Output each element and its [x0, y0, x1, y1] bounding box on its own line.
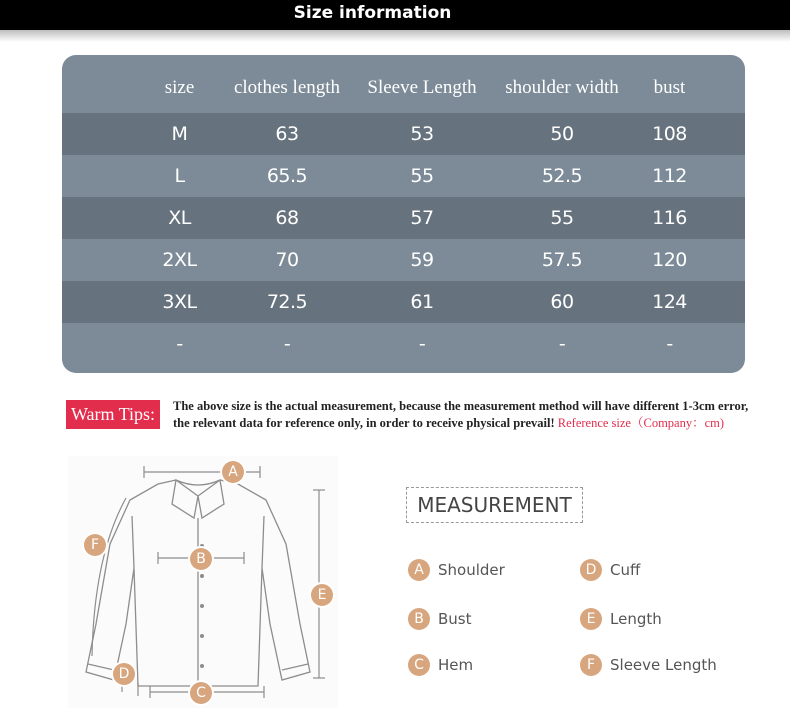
column-header-clothes-length: clothes length — [233, 77, 341, 98]
legend-label-cuff: Cuff — [610, 561, 641, 579]
diagram-badge-f: F — [84, 534, 106, 556]
clothes-length-cell: 63 — [275, 123, 299, 145]
size-cell: 3XL — [162, 291, 197, 313]
size-table — [62, 55, 745, 373]
header-shadow — [0, 30, 790, 42]
diagram-badge-e: E — [311, 584, 333, 606]
column-header-size: size — [164, 77, 195, 98]
page-title: Size information — [293, 3, 452, 23]
warm-tips-label: Warm Tips: — [66, 400, 160, 429]
legend-badge-b: B — [408, 608, 430, 630]
table-row — [62, 323, 745, 365]
legend-label-shoulder: Shoulder — [438, 561, 505, 579]
legend-badge-c: C — [408, 654, 430, 676]
column-header-shoulder-width: shoulder width — [505, 77, 619, 98]
legend-label-hem: Hem — [438, 656, 474, 674]
warm-tips-text — [173, 398, 773, 432]
shoulder-width-cell: 57.5 — [541, 249, 583, 271]
shoulder-width-cell: 52.5 — [541, 165, 583, 187]
sleeve-length-cell: 59 — [410, 249, 434, 271]
table-header-row — [62, 63, 745, 113]
legend-badge-f: F — [580, 654, 602, 676]
legend-badge-a: A — [408, 559, 430, 581]
table-row — [62, 197, 745, 239]
size-cell: 2XL — [162, 249, 197, 271]
shoulder-width-cell: - — [558, 333, 566, 355]
column-header-sleeve-length: Sleeve Length — [367, 77, 477, 98]
size-cell: - — [176, 333, 183, 355]
sleeve-length-cell: 61 — [410, 291, 434, 313]
bust-cell: - — [666, 333, 673, 355]
shoulder-width-cell: 50 — [550, 123, 574, 145]
legend-item-length — [580, 608, 662, 630]
bust-cell: 116 — [652, 207, 687, 229]
diagram-badge-d: D — [113, 663, 135, 685]
size-cell: L — [174, 165, 185, 187]
table-row — [62, 155, 745, 197]
diagram-badge-c: C — [190, 682, 212, 704]
legend-label-sleeve-length: Sleeve Length — [610, 656, 717, 674]
shoulder-width-cell: 60 — [550, 291, 574, 313]
table-row — [62, 281, 745, 323]
size-cell: XL — [168, 207, 191, 229]
size-cell: M — [171, 123, 188, 145]
reference-size-note: Reference size（Company：cm) — [557, 416, 725, 430]
legend-item-hem — [408, 654, 473, 676]
legend-item-sleeve-length — [580, 654, 717, 676]
legend-badge-e: E — [580, 608, 602, 630]
shoulder-width-cell: 55 — [550, 207, 574, 229]
column-header-bust: bust — [653, 77, 686, 98]
clothes-length-cell: 65.5 — [266, 165, 308, 187]
sleeve-length-cell: 55 — [410, 165, 434, 187]
sleeve-length-cell: 53 — [410, 123, 434, 145]
tips-line-2: the relevant data for reference only, in order to receive physical prevail! — [173, 416, 555, 430]
clothes-length-cell: - — [283, 333, 291, 355]
legend-label-bust: Bust — [438, 610, 472, 628]
legend-badge-d: D — [580, 559, 602, 581]
table-row — [62, 113, 745, 155]
clothes-length-cell: 68 — [275, 207, 299, 229]
legend-item-bust — [408, 608, 472, 630]
bust-cell: 112 — [652, 165, 687, 187]
bust-cell: 124 — [652, 291, 687, 313]
diagram-badge-a: A — [222, 461, 244, 483]
legend-item-shoulder — [408, 559, 505, 581]
header-bar — [0, 0, 790, 30]
legend-label-length: Length — [610, 610, 662, 628]
sleeve-length-cell: 57 — [410, 207, 434, 229]
table-row — [62, 239, 745, 281]
clothes-length-cell: 72.5 — [266, 291, 308, 313]
shirt-outline-illustration — [68, 456, 338, 708]
sleeve-length-cell: - — [418, 333, 426, 355]
bust-cell: 108 — [652, 123, 687, 145]
tips-line-1: The above size is the actual measurement, because the measurement method will have different 1-3cm error, — [173, 399, 749, 413]
legend-item-cuff — [580, 559, 640, 581]
shirt-measurement-diagram — [68, 456, 338, 708]
diagram-badge-b: B — [190, 548, 212, 570]
clothes-length-cell: 70 — [275, 249, 299, 271]
measurement-title: MEASUREMENT — [406, 487, 583, 523]
bust-cell: 120 — [652, 249, 687, 271]
